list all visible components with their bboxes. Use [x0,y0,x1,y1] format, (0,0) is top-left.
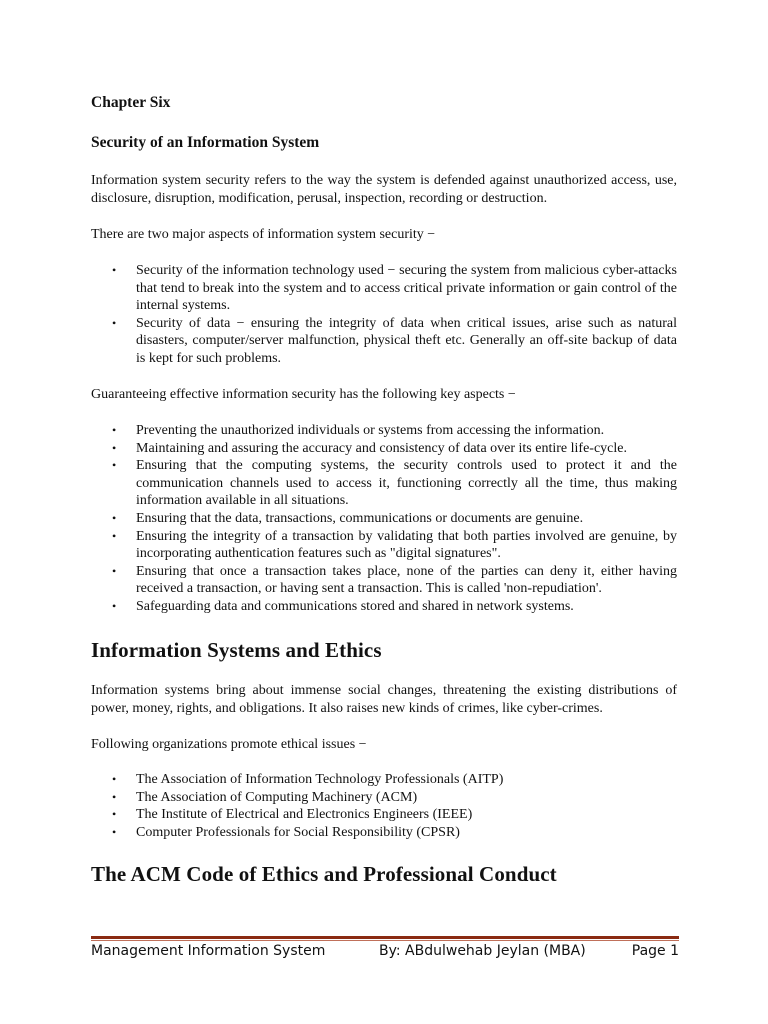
aspects-list [91,262,677,368]
bullet-icon: • [112,528,117,543]
section-title: Security of an Information System [91,134,320,151]
bullet-icon: • [112,440,117,455]
ethics-intro-paragraph: Information systems bring about immense social changes, threatening the existing distributions of power, money, rights, and obligations. It also raises new kinds of crimes, like cyber-crimes. [91,683,677,716]
bullet-icon: • [112,789,117,804]
list-item: • Ensuring that the data, transactions, communications or documents are genuine. [112,510,584,526]
list-item: • Ensuring that the computing systems, the security controls used to protect it and the communication channels used to access it, functioning correctly all the time, thus making information available in all situations. [112,458,677,509]
organizations-lead: Following organizations promote ethical issues − [91,737,367,752]
footer-course-title: Management Information System [91,943,326,959]
bullet-icon: • [112,458,117,473]
bullet-icon: • [112,263,117,277]
page-footer [91,943,679,961]
bullet-icon: • [112,772,117,786]
aspects-lead: There are two major aspects of information system security − [91,227,436,242]
bullet-icon: • [112,598,117,613]
list-item: • Maintaining and assuring the accuracy and consistency of data over its entire life-cycle. [112,440,627,456]
footer-author: By: ABdulwehab Jeylan (MBA) [379,943,586,959]
list-item: • The Association of Information Technology Professionals (AITP) [112,772,504,787]
list-item: • Security of the information technology used − securing the system from malicious cyber-attacks that tend to break into the system and to access critical private information or gain control of the internal systems. [112,263,677,314]
key-aspects-list [91,422,677,616]
acm-heading: The ACM Code of Ethics and Professional Conduct [91,862,557,886]
key-aspects-lead: Guaranteeing effective information security has the following key aspects − [91,387,516,402]
footer-rule-thick [91,936,679,939]
footer-rule-thin [91,940,679,941]
list-item: • The Association of Computing Machinery (ACM) [112,789,418,805]
ethics-heading: Information Systems and Ethics [91,638,382,662]
bullet-icon: • [112,315,117,330]
list-item: • Ensuring the integrity of a transaction by validating that both parties involved are genuine, by incorporating authentication features such as "digital signatures". [112,528,677,562]
list-item: • Computer Professionals for Social Responsibility (CPSR) [112,824,460,840]
organizations-list [91,771,677,841]
list-item: • Ensuring that once a transaction takes place, none of the parties can deny it, either having received a transaction, or having sent a transaction. This is called 'non-repudiation'. [112,563,677,597]
bullet-icon: • [112,510,117,525]
list-item: • Security of data − ensuring the integrity of data when critical issues, arise such as natural disasters, computer/server malfunction, physical theft etc. Generally an off-site backup of data is kept for such problems. [112,315,677,366]
chapter-title: Chapter Six [91,94,171,111]
bullet-icon: • [112,807,117,822]
bullet-icon: • [112,824,117,839]
bullet-icon: • [112,563,117,578]
footer-page-number: Page 1 [631,943,679,959]
list-item: • The Institute of Electrical and Electronics Engineers (IEEE) [112,807,473,823]
list-item: • Safeguarding data and communications stored and shared in network systems. [112,598,574,614]
list-item: • Preventing the unauthorized individuals or systems from accessing the information. [112,423,605,438]
bullet-icon: • [112,423,117,437]
intro-paragraph: Information system security refers to the way the system is defended against unauthorized access, use, disclosure, disruption, modification, perusal, inspection, recording or destruction. [91,173,677,206]
